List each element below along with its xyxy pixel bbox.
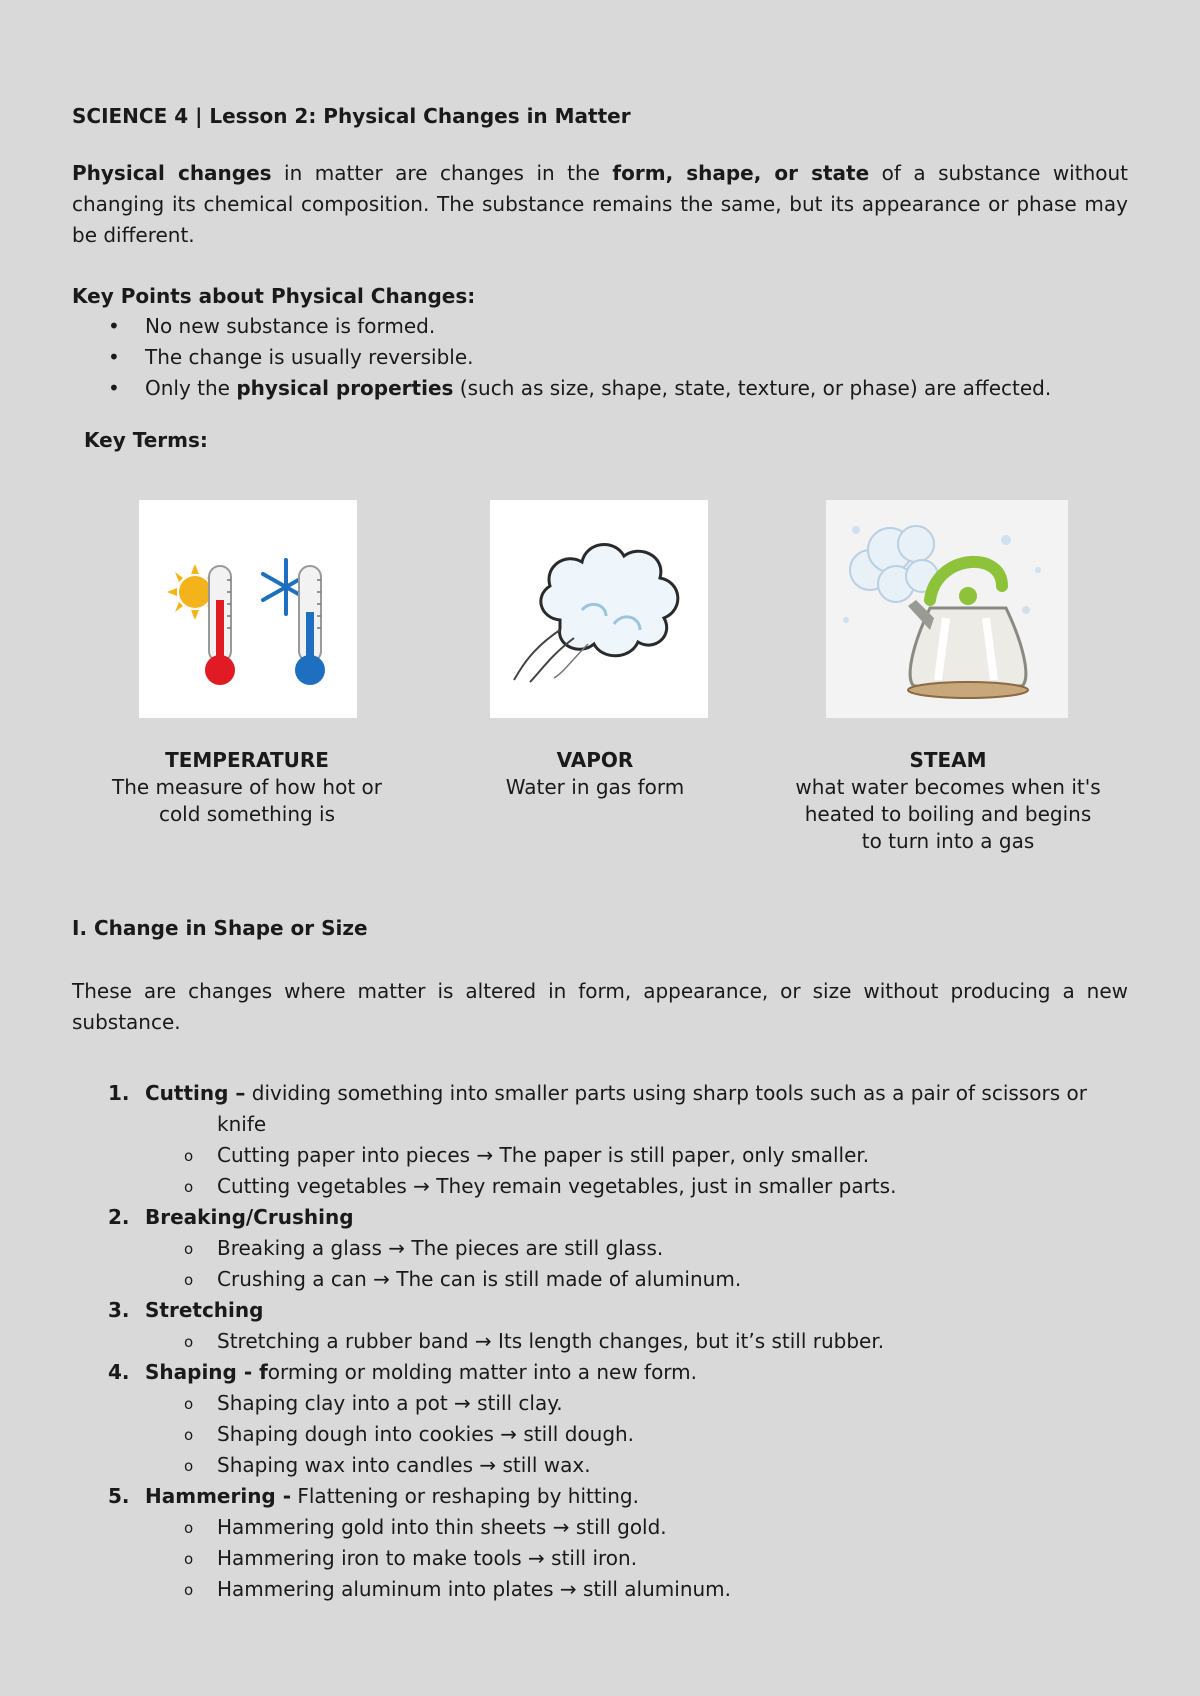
intro-text-1: in matter are changes in the [271, 161, 613, 185]
sub-item: o Breaking a glass → The pieces are still glass. [72, 1233, 1128, 1264]
term-definition-line: heated to boiling and begins [804, 802, 1092, 826]
term-name: TEMPERATURE [165, 748, 329, 772]
sub-item: o Stretching a rubber band → Its length changes, but it’s still rubber. [72, 1326, 1128, 1357]
term-definition-line: what water becomes when it's [795, 775, 1101, 799]
list-item-breaking [72, 1202, 1128, 1295]
term-definition-line: The measure of how hot or [112, 775, 382, 799]
sub-list [72, 1140, 1128, 1202]
document-page [72, 104, 1129, 1601]
intro-text-2: of a substance without changing its chemical composition. The substance remains the same, but its appearance or phase may be different. [72, 161, 1129, 247]
key-point-item [72, 311, 1128, 342]
term-vapor [422, 500, 768, 801]
list-item-label: Stretching [145, 1298, 264, 1322]
key-points-heading: Key Points about Physical Changes: [72, 284, 476, 308]
key-point-text: The change is usually reversible. [145, 345, 474, 369]
term-steam [768, 500, 1128, 855]
vapor-cloud-icon [490, 500, 708, 718]
list-number: 2. [108, 1205, 130, 1229]
list-item-desc: dividing something into smaller parts using sharp tools such as a pair of scissors or [245, 1081, 1087, 1105]
sub-item: o Shaping clay into a pot → still clay. [72, 1388, 1128, 1419]
list-item-label: Shaping - f [145, 1360, 268, 1384]
list-item-desc-cont: knife [217, 1112, 267, 1136]
term-definition-line: to turn into a gas [861, 829, 1035, 853]
list-item-cutting [72, 1078, 1128, 1202]
list-number: 4. [108, 1360, 130, 1384]
term-temperature [72, 500, 422, 828]
key-terms-grid [72, 500, 1128, 860]
sub-item: o Cutting paper into pieces → The paper is still paper, only smaller. [72, 1140, 1128, 1171]
list-item-shaping [72, 1357, 1128, 1481]
key-point-item [72, 373, 1128, 404]
sub-item: o Crushing a can → The can is still made of aluminum. [72, 1264, 1128, 1295]
term-definition-line: cold something is [158, 802, 336, 826]
intro-bold-1: Physical changes [72, 161, 272, 185]
term-definition-line: Water in gas form [505, 775, 685, 799]
term-name: STEAM [909, 748, 987, 772]
key-terms-heading: Key Terms: [84, 428, 208, 452]
sub-list [72, 1326, 1128, 1357]
key-point-text: Only the [145, 376, 237, 400]
page-title: SCIENCE 4 | Lesson 2: Physical Changes in Matter [72, 104, 631, 128]
key-points-list [72, 311, 1128, 404]
list-item-stretching [72, 1295, 1128, 1357]
list-number: 3. [108, 1298, 130, 1322]
list-number: 5. [108, 1484, 130, 1508]
list-item-label: Hammering - [145, 1484, 292, 1508]
sub-list [72, 1233, 1128, 1295]
changes-list [72, 1078, 1128, 1605]
list-item-label: Breaking/Crushing [145, 1205, 354, 1229]
key-point-text: No new substance is formed. [145, 314, 436, 338]
list-item-hammering [72, 1481, 1128, 1605]
list-item-label: Cutting – [145, 1081, 246, 1105]
sub-list [72, 1388, 1128, 1481]
sub-item: o Hammering aluminum into plates → still aluminum. [72, 1574, 1128, 1605]
section-heading: I. Change in Shape or Size [72, 916, 368, 940]
sub-item: o Hammering iron to make tools → still iron. [72, 1543, 1128, 1574]
key-point-bold: physical properties [236, 376, 454, 400]
thermometers-icon [139, 500, 357, 718]
sub-item: o Shaping dough into cookies → still dough. [72, 1419, 1128, 1450]
intro-bold-2: form, shape, or state [612, 161, 870, 185]
sub-item: o Shaping wax into candles → still wax. [72, 1450, 1128, 1481]
key-point-text: (such as size, shape, state, texture, or phase) are affected. [453, 376, 1052, 400]
sub-item: o Cutting vegetables → They remain vegetables, just in smaller parts. [72, 1171, 1128, 1202]
section-intro: These are changes where matter is altered in form, appearance, or size without producing a new substance. [72, 979, 1128, 1034]
steaming-kettle-icon [826, 500, 1068, 718]
list-item-desc: Flattening or reshaping by hitting. [291, 1484, 639, 1508]
sub-item: o Hammering gold into thin sheets → still gold. [72, 1512, 1128, 1543]
sub-list [72, 1512, 1128, 1605]
intro-paragraph [72, 158, 1128, 251]
term-name: VAPOR [556, 748, 634, 772]
list-number: 1. [108, 1081, 130, 1105]
key-point-item [72, 342, 1128, 373]
list-item-desc: orming or molding matter into a new form. [267, 1360, 698, 1384]
